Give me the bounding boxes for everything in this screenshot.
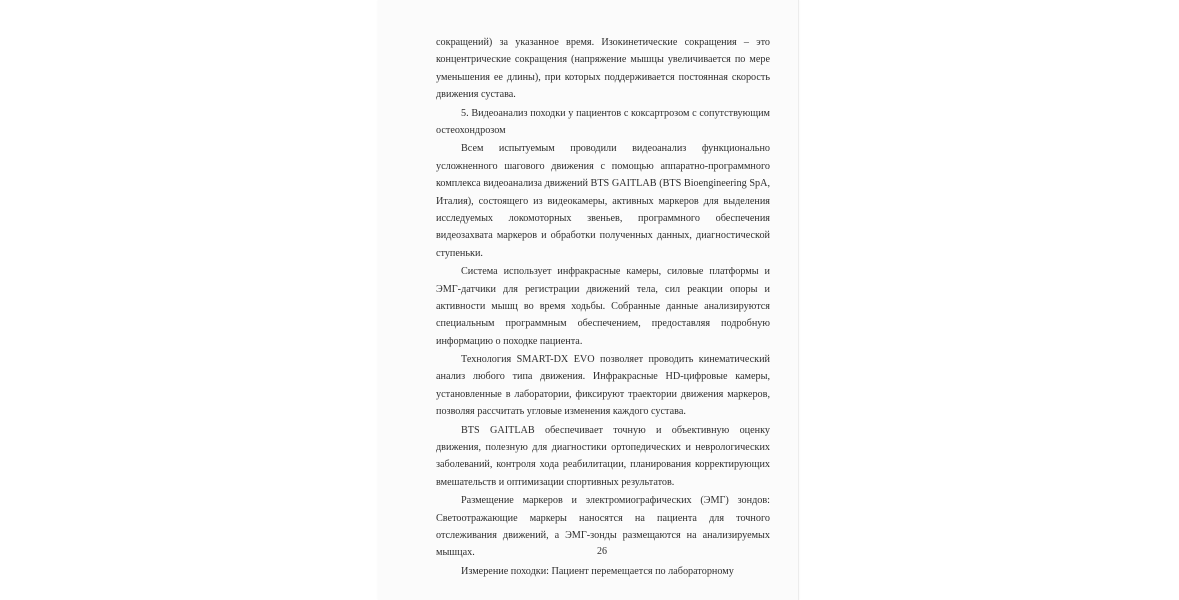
paragraph-continuation: сокращений) за указанное время. Изокинетические сокращения – это концентрические сокращения (напряжение мышцы увеличивается по мере уменьшения ее длины), при которых поддерживается постоянная скорость движения сустава. xyxy=(436,37,770,101)
section-heading: 5. Видеоанализ походки у пациентов с коксартрозом с сопутствующим остеохондрозом xyxy=(436,107,770,136)
paragraph: Система использует инфракрасные камеры, силовые платформы и ЭМГ-датчики для регистрации движений тела, сил реакции опоры и активности мышц во время ходьбы. Собранные данные анализируются специальным программным обеспечением, предоставляя подробную информацию о походке пациента. xyxy=(436,266,770,347)
paragraph: Измерение походки: Пациент перемещается по лабораторному xyxy=(461,565,734,577)
paragraph: BTS GAITLAB обеспечивает точную и объективную оценку движения, полезную для диагностики ортопедических и неврологических заболеваний, контроля хода реабилитации, планирования корректирующих вмешательств и оптимизации спортивных результатов. xyxy=(436,424,770,488)
page-number: 26 xyxy=(597,546,607,557)
paragraph: Технология SMART-DX EVO позволяет проводить кинематический анализ любого типа движения. Инфракрасные HD-цифровые камеры, установленные в лаборатории, фиксируют траектории движения маркеров, позволяя рассчитать угловые изменения каждого сустава. xyxy=(436,354,770,418)
paragraph: Всем испытуемым проводили видеоанализ функционально усложненного шагового движения с помощью аппаратно-программного комплекса видеоанализа движений BTS GAITLAB (BTS Bioengineering SpA, Италия), состоящего из видеокамеры, активных маркеров для выделения исследуемых локомоторных звеньев, программного обеспечения видеозахвата маркеров и обработки полученных данных, диагностической ступеньки. xyxy=(436,143,770,259)
paragraph: Размещение маркеров и электромиографических (ЭМГ) зондов: Светоотражающие маркеры наносятся на пациента для точного отслеживания движений, а ЭМГ-зонды размещаются на анализируемых мышцах. xyxy=(436,495,770,559)
document-body xyxy=(436,34,770,581)
